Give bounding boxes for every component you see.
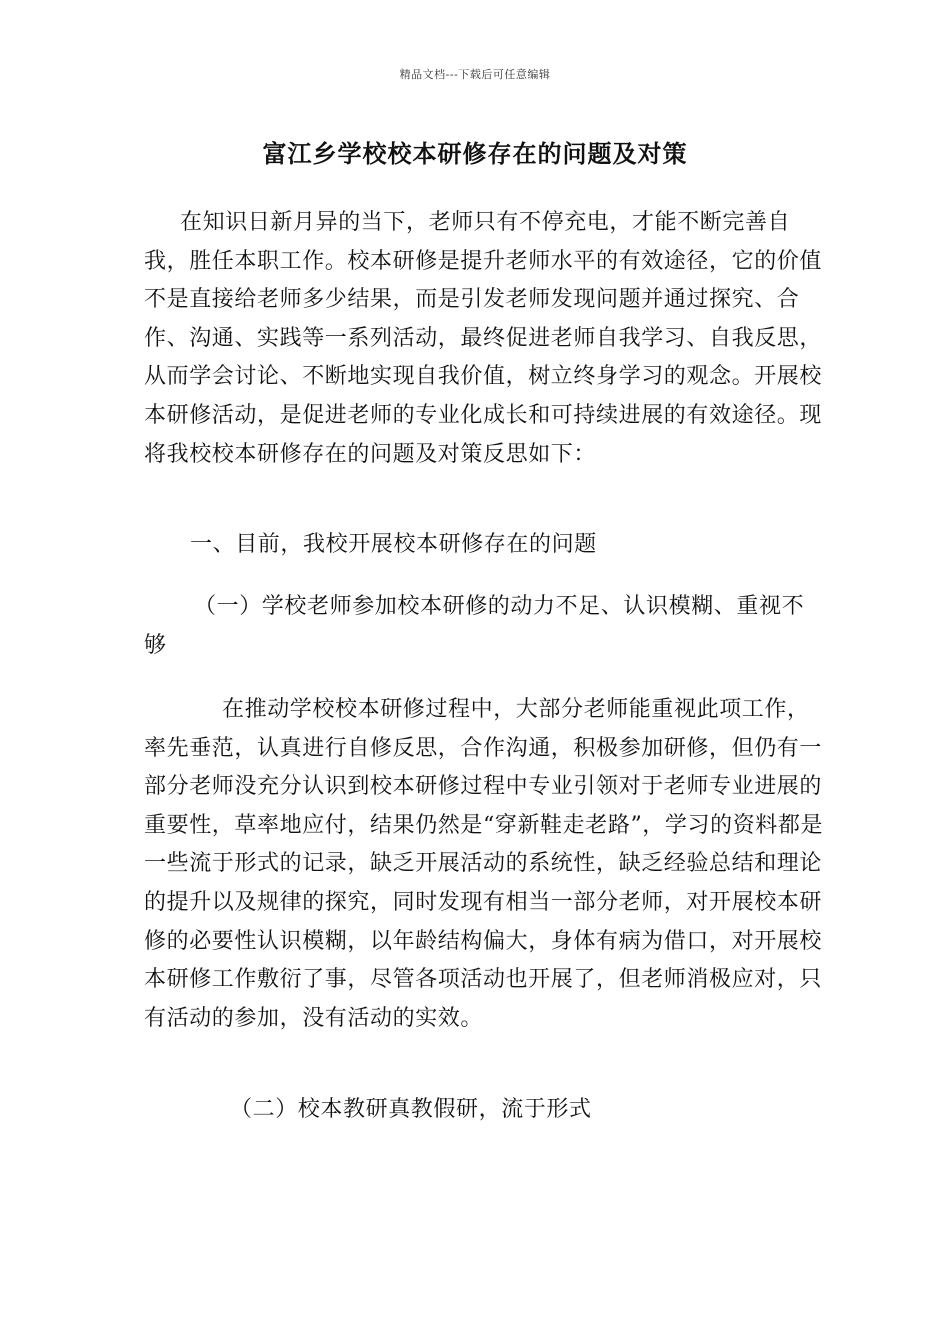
subsection-2-heading: （二）校本教研真教假研，流于形式 xyxy=(230,1097,592,1122)
section-1-heading: 一、目前，我校开展校本研修存在的问题 xyxy=(190,532,597,557)
subsection-1-paragraph: 在推动学校校本研修过程中，大部分老师能重视此项工作，率先垂范，认真进行自修反思，合作沟通，积极参加研修，但仍有一部分老师没充分认识到校本研修过程中专业引领对于老师专业进展的重要性，草率地应付，结果仍然是“穿新鞋走老路”，学习的资料都是一些流于形式的记录，缺乏开展活动的系统性，缺乏经验总结和理论的提升以及规律的探究，同时发现有相当一部分老师，对开展校本研修的必要性认识模糊，以年龄结构偏大，身体有病为借口，对开展校本研修工作敷衍了事，尽管各项活动也开展了，但老师消极应对，只有活动的参加，没有活动的实效。 xyxy=(144,697,824,1031)
document-title: 富江乡学校校本研修存在的问题及对策 xyxy=(262,139,688,168)
subsection-1-heading: （一）学校老师参加校本研修的动力不足、认识模糊、重视不够 xyxy=(144,594,805,658)
header-note: 精品文档---下载后可任意编辑 xyxy=(399,68,551,81)
intro-paragraph: 在知识日新月异的当下，老师只有不停充电，才能不断完善自我，胜任本职工作。校本研修是提升老师水平的有效途径，它的价值不是直接给老师多少结果，而是引发老师发现问题并通过探究、合作、沟通、实践等一系列活动，最终促进老师自我学习、自我反思，从而学会讨论、不断地实现自我价值，树立终身学习的观念。开展校本研修活动，是促进老师的专业化成长和可持续进展的有效途径。现将我校校本研修存在的问题及对策反思如下： xyxy=(144,210,823,467)
